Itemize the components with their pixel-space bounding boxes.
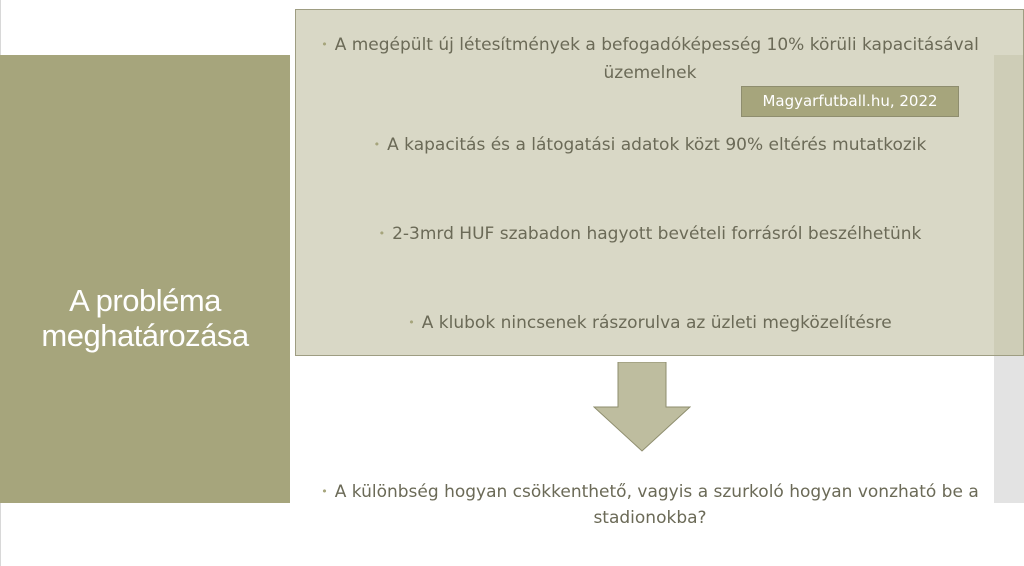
bullet-dot-icon: • (378, 227, 386, 240)
bullet-item-3-text: 2-3mrd HUF szabadon hagyott bevételi forrásról beszélhetünk (392, 224, 922, 244)
slide-title (0, 283, 290, 353)
slide-title-line-1: A probléma (69, 283, 221, 318)
conclusion-text: A különbség hogyan csökkenthető, vagyis a szurkoló hogyan vonzható be a stadionokba? (334, 482, 979, 528)
source-badge: Magyarfutball.hu, 2022 (741, 86, 959, 117)
bullet-item-2 (300, 131, 1000, 159)
bullet-item-2-text: A kapacitás és a látogatási adatok közt 90% eltérés mutatkozik (387, 135, 927, 155)
bullet-item-1 (300, 31, 1000, 87)
bullet-dot-icon: • (373, 138, 381, 151)
bullet-dot-icon: • (321, 38, 328, 51)
slide-title-line-2: meghatározása (41, 318, 249, 353)
down-arrow-icon (593, 362, 691, 452)
bullet-item-4-text: A klubok nincsenek rászorulva az üzleti megközelítésre (421, 313, 892, 333)
bullet-dot-icon: • (408, 316, 415, 329)
bullet-item-1-text: A megépült új létesítmények a befogadóképesség 10% körüli kapacitásával üzemelnek (334, 35, 979, 83)
bullet-item-4 (300, 309, 1000, 337)
bullet-item-3 (300, 220, 1000, 248)
bullet-dot-icon: • (321, 485, 328, 498)
conclusion-item (300, 479, 1000, 531)
title-panel (0, 55, 290, 503)
